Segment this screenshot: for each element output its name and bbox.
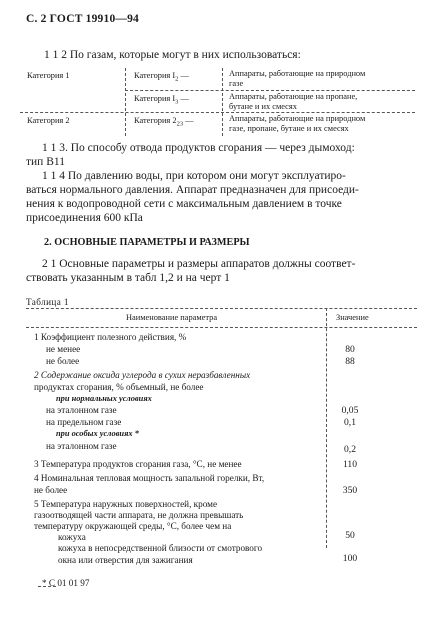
category-i2-label: Категория $I_2$ — (134, 71, 189, 83)
row-2-normal-conditions: при нормальных условиях (56, 394, 152, 403)
category-223-desc-2: газе, пропане, бутане и их смесях (229, 124, 349, 133)
row-5-casing-near-window-2: окна или отверстия для зажигания (58, 555, 193, 565)
category-1-label: Категория 1 (27, 71, 70, 80)
section-2-heading: 2. ОСНОВНЫЕ ПАРАМЕТРЫ И РАЗМЕРЫ (44, 237, 250, 248)
paragraph-1-1-4-line-2: ваться нормального давления. Аппарат предназначен для присоеди- (26, 184, 359, 196)
table-header-value: Значение (336, 313, 369, 322)
row-2-reference-gas-special: на эталонном газе (46, 441, 117, 451)
row-4-title-2: не более (34, 485, 68, 495)
table-header-name: Наименование параметра (126, 313, 218, 322)
paragraph-1-1-4-line-3: нения к водопроводной сети с максимальным давлением в точке (26, 198, 342, 210)
row-5-casing-near-window-value: 100 (342, 553, 358, 564)
page-header: С. 2 ГОСТ 19910—94 (26, 13, 139, 25)
category-divider-1 (125, 90, 415, 91)
paragraph-1-1-3-line-2: тип B11 (26, 156, 65, 168)
category-2-label: Категория 2 (27, 116, 70, 125)
category-divider-2 (20, 112, 415, 113)
paragraph-1-1-3-line-1: 1 1 3. По способу отвода продуктов сгорания — через дымоход: (42, 142, 355, 154)
row-5-title-1: 5 Температура наружных поверхностей, кроме (34, 499, 218, 509)
paragraph-2-1-line-2: ствовать указанным в табл 1,2 и на черт 1 (26, 272, 230, 284)
paragraph-2-1-line-1: 2 1 Основные параметры и размеры аппаратов должны соответ- (42, 258, 356, 270)
category-i3-label: Категория $I_3$ — (134, 94, 189, 106)
row-5-casing-value: 50 (345, 530, 355, 541)
table-top-rule (26, 308, 417, 309)
row-2-reference-gas-special-value: 0,2 (344, 444, 356, 455)
category-desc-line (222, 68, 223, 136)
row-2-limit-gas-value: 0,1 (344, 417, 356, 428)
paragraph-1-1-4-line-1: 1 1 4 По давлению воды, при котором они могут эксплуатиро- (42, 170, 346, 182)
category-bracket-line (125, 68, 126, 136)
footnote: * С 01 01 97 (42, 578, 90, 588)
table-caption: Таблица 1 (26, 297, 69, 307)
category-223-desc-1: Аппараты, работающие на природном (229, 114, 366, 123)
category-i3-desc-1: Аппараты, работающие на пропане, (229, 92, 358, 101)
paragraph-1-1-4-line-4: присоединения 600 кПа (26, 212, 143, 224)
table-column-separator (326, 308, 327, 548)
row-5-title-2: газоотводящей части аппарата, не должна превышать (34, 510, 244, 520)
row-3-title: 3 Температура продуктов сгорания газа, °С, не менее (34, 459, 242, 469)
category-i2-desc-1: Аппараты, работающие на природном (229, 69, 366, 78)
category-i3-desc-2: бутане и их смесях (229, 102, 297, 111)
row-2-reference-gas-value: 0,05 (341, 405, 359, 416)
category-i2-desc-2: газе (229, 79, 244, 88)
row-1-min-value: 80 (345, 344, 355, 355)
row-2-reference-gas: на эталонном газе (46, 405, 117, 415)
row-5-casing-near-window-1: кожуха в непосредственной близости от смотрового (58, 543, 263, 553)
row-4-title-1: 4 Номинальная тепловая мощность запальной горелки, Вт, (34, 473, 265, 483)
row-1-min: не менее (46, 344, 81, 354)
paragraph-1-1-2: 1 1 2 По газам, которые могут в них использоваться: (44, 49, 301, 61)
row-3-value: 110 (342, 459, 358, 470)
row-1-max: не более (46, 356, 80, 366)
row-1-max-value: 88 (345, 356, 355, 367)
row-5-casing: кожуха (58, 532, 86, 542)
category-223-label: Категория $2_{23}$ — (134, 116, 194, 128)
row-4-value: 350 (342, 485, 358, 496)
row-2-title-1: 2 Содержание оксида углерода в сухих неразбавленных (34, 370, 251, 380)
row-2-special-conditions: при особых условиях * (56, 429, 139, 438)
row-1-title: 1 Коэффициент полезного действия, % (34, 332, 187, 342)
row-2-limit-gas: на предельном газе (46, 417, 122, 427)
table-header-rule (26, 327, 417, 328)
row-2-title-2: продуктах сгорания, % объемный, не более (34, 382, 204, 392)
row-5-title-3: температуру окружающей среды, °С, более чем на (34, 521, 232, 531)
